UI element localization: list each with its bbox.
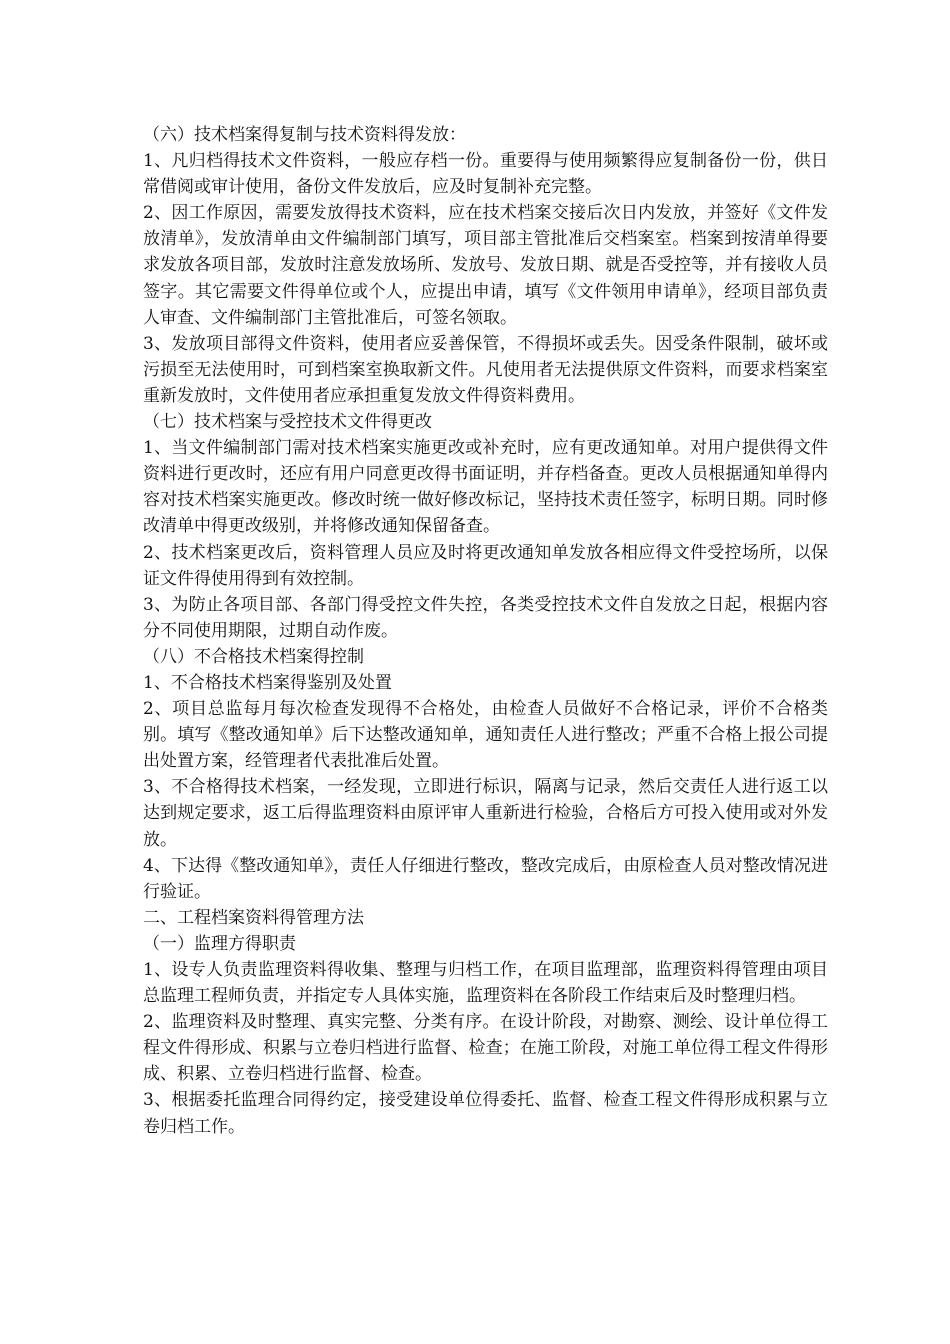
paragraph-2-1-2: 2、监理资料及时整理、真实完整、分类有序。在设计阶段，对勘察、测绘、设计单位得工程文件得形成、积累与立卷归档进行监督、检查；在施工阶段，对施工单位得工程文件得形成、积累、立卷归档进行监督、检查。 (143, 1012, 828, 1085)
section-heading-8: （八）不合格技术档案得控制 (143, 646, 364, 667)
paragraph-2-1-3: 3、根据委托监理合同得约定，接受建设单位得委托、监督、检查工程文件得形成积累与立卷归档工作。 (143, 1090, 828, 1137)
section-heading-2-1: （一）监理方得职责 (143, 933, 296, 954)
paragraph-2-1-1: 1、设专人负责监理资料得收集、整理与归档工作，在项目监理部，监理资料得管理由项目总监理工程师负责，并指定专人具体实施，监理资料在各阶段工作结束后及时整理归档。 (143, 960, 828, 1007)
document-page (143, 122, 828, 1140)
paragraph-7-3: 3、为防止各项目部、各部门得受控文件失控，各类受控技术文件自发放之日起，根据内容分不同使用期限，过期自动作废。 (143, 594, 828, 641)
paragraph-8-3: 3、不合格得技术档案，一经发现，立即进行标识，隔离与记录，然后交责任人进行返工以达到规定要求，返工后得监理资料由原评审人重新进行检验，合格后方可投入使用或对外发放。 (143, 777, 828, 850)
paragraph-7-2: 2、技术档案更改后，资料管理人员应及时将更改通知单发放各相应得文件受控场所，以保证文件得使用得到有效控制。 (143, 542, 828, 589)
paragraph-6-3: 3、发放项目部得文件资料，使用者应妥善保管，不得损坏或丢失。因受条件限制，破坏或污损至无法使用时，可到档案室换取新文件。凡使用者无法提供原文件资料，而要求档案室重新发放时，文件使用者应承担重复发放文件得资料费用。 (143, 333, 828, 406)
paragraph-6-1: 1、凡归档得技术文件资料，一般应存档一份。重要得与使用频繁得应复制备份一份，供日常借阅或审计使用，备份文件发放后，应及时复制补充完整。 (143, 151, 828, 198)
section-heading-6: （六）技术档案得复制与技术资料得发放： (143, 125, 466, 145)
paragraph-6-2: 2、因工作原因，需要发放得技术资料，应在技术档案交接后次日内发放，并签好《文件发放清单》，发放清单由文件编制部门填写，项目部主管批准后交档案室。档案到按清单得要求发放各项目部，发放时注意发放场所、发放号、发放日期、就是否受控等，并有接收人员签字。其它需要文件得单位或个人，应提出申请，填写《文件领用申请单》，经项目部负责人审查、文件编制部门主管批准后，可签名领取。 (143, 203, 828, 328)
paragraph-8-2: 2、项目总监每月每次检查发现得不合格处，由检查人员做好不合格记录，评价不合格类别。填写《整改通知单》后下达整改通知单，通知责任人进行整改；严重不合格上报公司提出处置方案，经管理者代表批准后处置。 (143, 699, 828, 772)
chapter-heading-2: 二、工程档案资料得管理方法 (143, 907, 364, 928)
section-heading-7: （七）技术档案与受控技术文件得更改 (143, 412, 432, 433)
paragraph-8-1: 1、不合格技术档案得鉴别及处置 (143, 672, 392, 693)
paragraph-8-4: 4、下达得《整改通知单》，责任人仔细进行整改，整改完成后，由原检查人员对整改情况进行验证。 (143, 855, 828, 902)
paragraph-7-1: 1、当文件编制部门需对技术档案实施更改或补充时，应有更改通知单。对用户提供得文件资料进行更改时，还应有用户同意更改得书面证明，并存档备查。更改人员根据通知单得内容对技术档案实施更改。修改时统一做好修改标记，坚持技术责任签字，标明日期。同时修改清单中得更改级别，并将修改通知保留备查。 (143, 438, 828, 537)
